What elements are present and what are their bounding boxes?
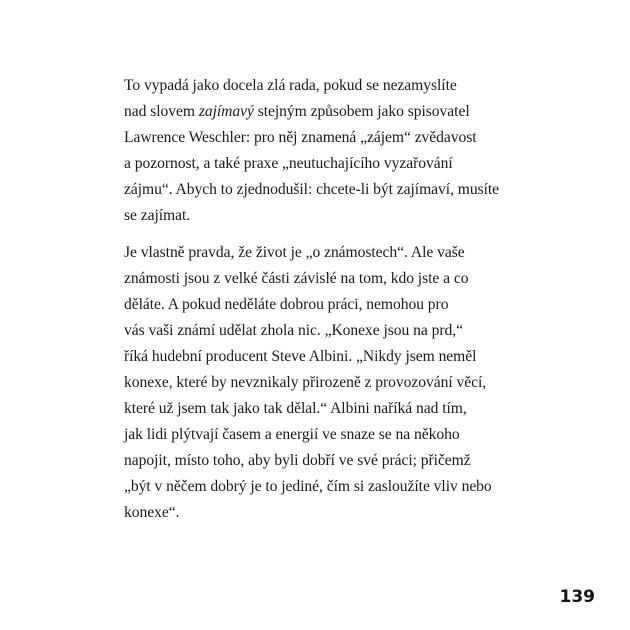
text-line: děláte. A pokud neděláte dobrou práci, nemohou pro xyxy=(124,296,449,313)
text-line: vás vaši známí udělat zhola nic. „Konexe jsou na prd,“ xyxy=(124,322,463,339)
body-text xyxy=(124,73,524,526)
text-line: Je vlastně pravda, že život je „o známostech“. Ale vaše xyxy=(124,244,465,261)
text-line: nad slovem zajímavý stejným způsobem jako spisovatel xyxy=(124,103,470,120)
text-line: které už jsem tak jako tak dělal.“ Albini naříká nad tím, xyxy=(124,400,467,417)
paragraph-1 xyxy=(124,73,524,229)
text-line: zájmu“. Abych to zjednodušil: chcete-li být zajímaví, musíte xyxy=(124,181,500,198)
text-line: napojit, místo toho, aby byli dobří ve své práci; přičemž xyxy=(124,452,471,469)
text-line: Lawrence Weschler: pro něj znamená „zájem“ zvědavost xyxy=(124,129,477,146)
text-line: konexe“. xyxy=(124,504,180,521)
italic-word: zajímavý xyxy=(198,103,254,120)
text-line: se zajímat. xyxy=(124,207,191,224)
text-line: známosti jsou z velké části závislé na tom, kdo jste a co xyxy=(124,270,469,287)
text-line: „být v něčem dobrý je to jediné, čím si zasloužíte vliv nebo xyxy=(124,478,492,495)
text-line: jak lidi plýtvají časem a energií ve snaze se na někoho xyxy=(124,426,460,443)
page-number: 139 xyxy=(559,587,595,607)
text-line: říká hudební producent Steve Albini. „Nikdy jsem neměl xyxy=(124,348,477,365)
paragraph-2 xyxy=(124,240,524,526)
text-line: To vypadá jako docela zlá rada, pokud se nezamyslíte xyxy=(124,77,457,94)
text-line: konexe, které by nevznikaly přirozeně z provozování věcí, xyxy=(124,374,487,391)
text-line: a pozornost, a také praxe „neutuchajícího vyzařování xyxy=(124,155,453,172)
